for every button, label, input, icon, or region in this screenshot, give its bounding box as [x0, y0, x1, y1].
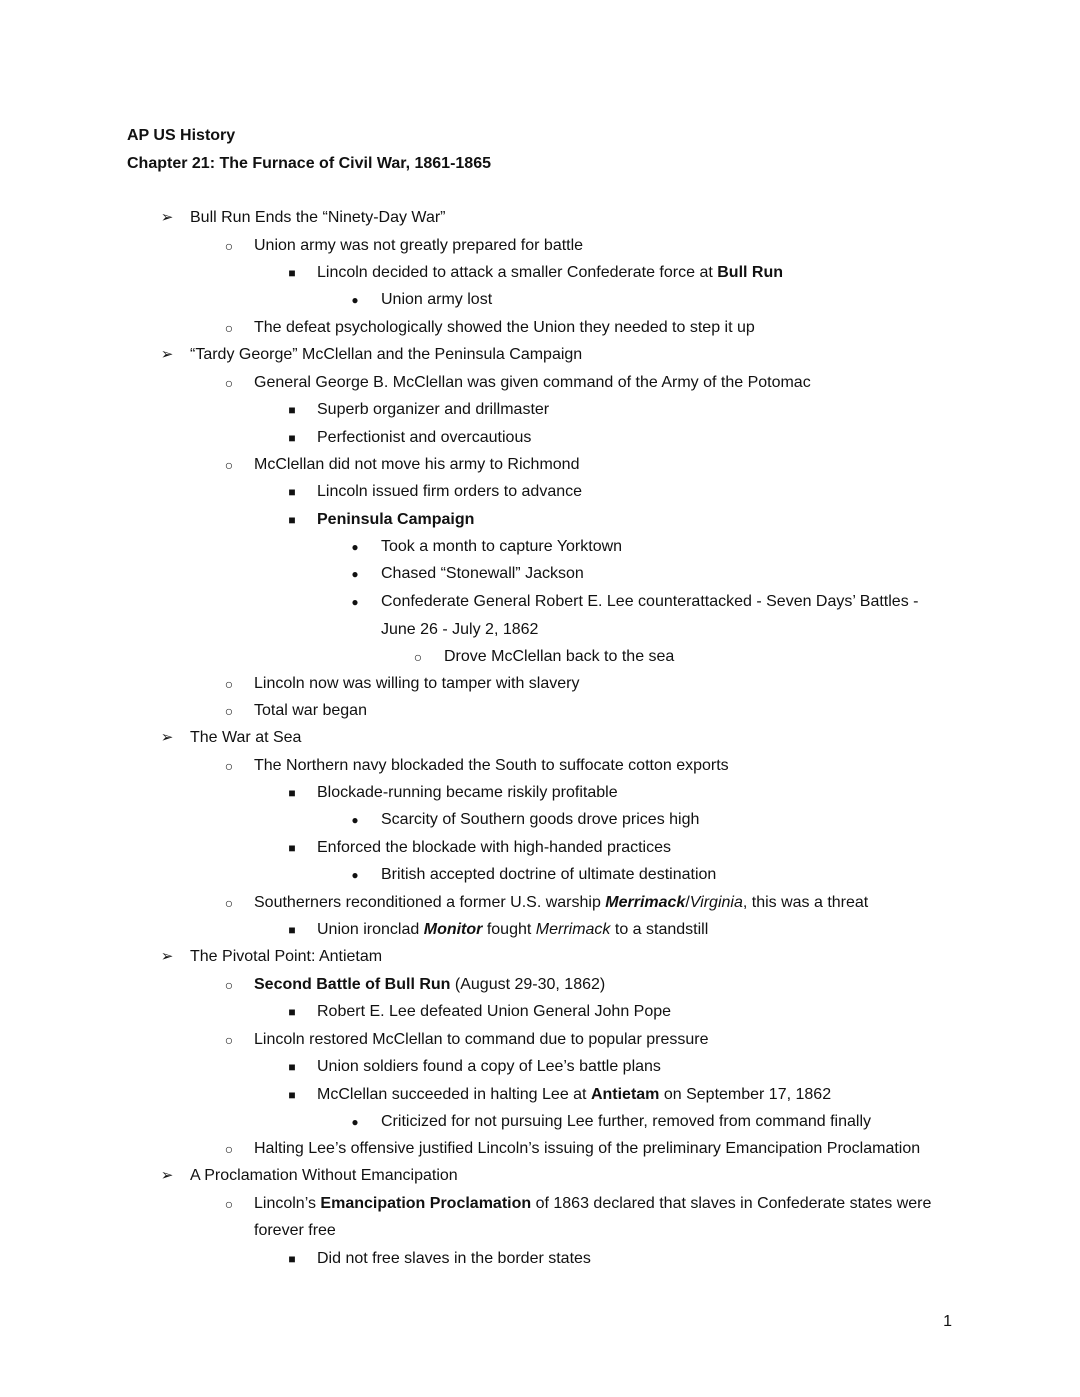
outline-item-level-2	[254, 1221, 336, 1241]
outline-item-level-3	[317, 510, 474, 530]
square-bullet-icon: ■	[288, 841, 296, 855]
outline-text-segment: McClellan did not move his army to Richmond	[254, 456, 580, 473]
outline-item-level-2	[254, 975, 605, 995]
outline-item-level-3	[317, 783, 618, 803]
filled-circle-bullet-icon: ●	[351, 595, 359, 609]
outline-text-segment: The defeat psychologically showed the Union they needed to step it up	[254, 319, 755, 336]
outline-item-level-3	[317, 400, 549, 420]
square-bullet-icon: ■	[288, 1252, 296, 1266]
outline-item-level-1	[190, 947, 382, 967]
filled-circle-bullet-icon: ●	[351, 567, 359, 581]
outline-text-segment: Superb organizer and drillmaster	[317, 401, 550, 418]
square-bullet-icon: ■	[288, 1060, 296, 1074]
hollow-circle-bullet-icon: ○	[224, 977, 234, 993]
outline-item-level-1	[190, 728, 301, 748]
outline-text-segment: /	[685, 894, 690, 911]
outline-item-level-2	[254, 236, 583, 256]
outline-text-segment: Lincoln now was willing to tamper with slavery	[254, 675, 580, 692]
outline-text-segment: Southerners reconditioned a former U.S. warship	[254, 894, 606, 911]
course-title: AP US History	[127, 127, 236, 144]
outline-text-segment: Union army was not greatly prepared for battle	[254, 237, 584, 254]
outline-text-segment: Did not free slaves in the border states	[317, 1250, 591, 1267]
outline-item-level-4	[381, 865, 716, 885]
outline-item-level-3	[317, 263, 783, 283]
hollow-circle-bullet-icon: ○	[224, 758, 234, 774]
outline-text-segment: on September 17, 1862	[659, 1086, 832, 1103]
outline-text-segment: Union soldiers found a copy of Lee’s battle plans	[317, 1058, 661, 1075]
outline-text-segment: The Pivotal Point: Antietam	[190, 948, 383, 965]
outline-item-level-4	[381, 1112, 871, 1132]
outline-item-level-2	[254, 318, 755, 338]
outline-text-segment: Union ironclad	[317, 921, 424, 938]
outline-text-segment: Drove McClellan back to the sea	[444, 648, 675, 665]
outline-text-segment: Union army lost	[381, 291, 493, 308]
outline-item-level-3	[317, 838, 671, 858]
outline-item-level-2	[254, 1030, 708, 1050]
outline-text-segment: Robert E. Lee defeated Union General John Pope	[317, 1003, 672, 1020]
page-number: 1	[943, 1313, 952, 1330]
outline-text-segment: Took a month to capture Yorktown	[381, 538, 623, 555]
outline-text-segment: Peninsula Campaign	[317, 511, 475, 528]
square-bullet-icon: ■	[288, 1005, 296, 1019]
hollow-circle-bullet-icon: ○	[224, 895, 234, 911]
outline-item-level-3	[317, 1002, 671, 1022]
outline-item-level-3	[317, 1249, 591, 1269]
hollow-circle-bullet-icon: ○	[224, 375, 234, 391]
outline-item-level-2	[254, 1139, 920, 1159]
hollow-circle-bullet-icon: ○	[224, 703, 234, 719]
outline-text-segment: The War at Sea	[190, 729, 302, 746]
square-bullet-icon: ■	[288, 513, 296, 527]
outline-text-segment: British accepted doctrine of ultimate destination	[381, 866, 717, 883]
outline-item-level-3	[317, 1057, 661, 1077]
outline-text-segment: Merrimack	[535, 921, 611, 938]
outline-item-level-4	[381, 564, 584, 584]
outline-item-level-2	[254, 455, 579, 475]
square-bullet-icon: ■	[288, 1088, 296, 1102]
outline-item-level-1	[190, 1166, 458, 1186]
square-bullet-icon: ■	[288, 923, 296, 937]
outline-item-level-4	[381, 620, 538, 640]
outline-text-segment: The Northern navy blockaded the South to suffocate cotton exports	[254, 757, 729, 774]
hollow-circle-bullet-icon: ○	[224, 1196, 234, 1212]
outline-item-level-2	[254, 1194, 931, 1214]
outline-text-segment: Blockade-running became riskily profitable	[317, 784, 618, 801]
hollow-circle-bullet-icon: ○	[224, 457, 234, 473]
square-bullet-icon: ■	[288, 431, 296, 445]
outline-item-level-3	[317, 920, 708, 940]
hollow-circle-bullet-icon: ○	[413, 649, 423, 665]
arrow-bullet-icon: ➢	[160, 346, 174, 363]
outline-text-segment: , this was a threat	[742, 894, 869, 911]
outline-text-segment: Bull Run	[717, 264, 783, 281]
outline-text-segment: Lincoln issued firm orders to advance	[317, 483, 583, 500]
hollow-circle-bullet-icon: ○	[224, 1141, 234, 1157]
outline-text-segment: “Tardy George” McClellan and the Peninsula Campaign	[190, 346, 583, 363]
outline-text-segment: Lincoln restored McClellan to command due to popular pressure	[254, 1031, 709, 1048]
hollow-circle-bullet-icon: ○	[224, 1032, 234, 1048]
outline-text-segment: to a standstill	[610, 921, 709, 938]
hollow-circle-bullet-icon: ○	[224, 320, 234, 336]
outline-item-level-4	[381, 290, 492, 310]
outline-text-segment: Merrimack	[605, 894, 686, 911]
outline-item-level-1	[190, 345, 582, 365]
outline-text-segment: Chased “Stonewall” Jackson	[381, 565, 584, 582]
outline-text-segment: A Proclamation Without Emancipation	[190, 1167, 458, 1184]
arrow-bullet-icon: ➢	[160, 948, 174, 965]
outline-item-level-2	[254, 674, 579, 694]
outline-text-segment: forever free	[254, 1222, 336, 1239]
outline-text-segment: Enforced the blockade with high-handed practices	[317, 839, 671, 856]
filled-circle-bullet-icon: ●	[351, 1115, 359, 1129]
outline-item-level-2	[254, 893, 868, 913]
outline-text-segment: of 1863 declared that slaves in Confederate states were	[531, 1195, 932, 1212]
filled-circle-bullet-icon: ●	[351, 868, 359, 882]
outline-item-level-4	[381, 537, 622, 557]
outline-item-level-3	[317, 482, 582, 502]
outline-item-level-1	[190, 208, 446, 228]
chapter-title: Chapter 21: The Furnace of Civil War, 1861-1865	[127, 155, 491, 172]
outline-text-segment: fought	[482, 921, 536, 938]
outline-item-level-4	[381, 810, 699, 830]
filled-circle-bullet-icon: ●	[351, 813, 359, 827]
outline-text-segment: Criticized for not pursuing Lee further, removed from command finally	[381, 1113, 871, 1130]
hollow-circle-bullet-icon: ○	[224, 238, 234, 254]
outline-text-segment: Monitor	[423, 921, 483, 938]
hollow-circle-bullet-icon: ○	[224, 676, 234, 692]
outline-item-level-2	[254, 756, 729, 776]
outline-text-segment: McClellan succeeded in halting Lee at	[317, 1086, 591, 1103]
outline-item-level-2	[254, 373, 811, 393]
square-bullet-icon: ■	[288, 485, 296, 499]
outline-text-segment: General George B. McClellan was given command of the Army of the Potomac	[254, 374, 811, 391]
outline-text-segment: Bull Run Ends the “Ninety-Day War”	[190, 209, 446, 226]
outline-item-level-5	[444, 647, 674, 667]
outline-text-segment: Antietam	[590, 1086, 660, 1103]
filled-circle-bullet-icon: ●	[351, 540, 359, 554]
outline-text-segment: Second Battle of Bull Run	[254, 976, 451, 993]
outline-text-segment: June 26 - July 2, 1862	[381, 621, 539, 638]
arrow-bullet-icon: ➢	[160, 1167, 174, 1184]
outline-text-segment: Virginia	[689, 894, 743, 911]
arrow-bullet-icon: ➢	[160, 729, 174, 746]
outline-item-level-4	[381, 592, 918, 612]
outline-item-level-3	[317, 1085, 831, 1105]
square-bullet-icon: ■	[288, 266, 296, 280]
outline-text-segment: Total war began	[254, 702, 367, 719]
outline-text-segment: Lincoln’s	[254, 1195, 321, 1212]
outline-text-segment: Emancipation Proclamation	[320, 1195, 532, 1212]
outline-text-segment: (August 29-30, 1862)	[450, 976, 606, 993]
outline-text-segment: Confederate General Robert E. Lee counterattacked - Seven Days’ Battles -	[381, 593, 919, 610]
outline-text-segment: Halting Lee’s offensive justified Lincoln’s issuing of the preliminary Emancipation Proclamation	[254, 1140, 921, 1157]
square-bullet-icon: ■	[288, 403, 296, 417]
filled-circle-bullet-icon: ●	[351, 293, 359, 307]
outline-text-segment: Lincoln decided to attack a smaller Confederate force at	[317, 264, 718, 281]
outline-text-segment: Perfectionist and overcautious	[317, 429, 532, 446]
square-bullet-icon: ■	[288, 786, 296, 800]
outline-text-segment: Scarcity of Southern goods drove prices high	[381, 811, 700, 828]
outline-item-level-2	[254, 701, 367, 721]
arrow-bullet-icon: ➢	[160, 209, 174, 226]
outline-item-level-3	[317, 428, 531, 448]
